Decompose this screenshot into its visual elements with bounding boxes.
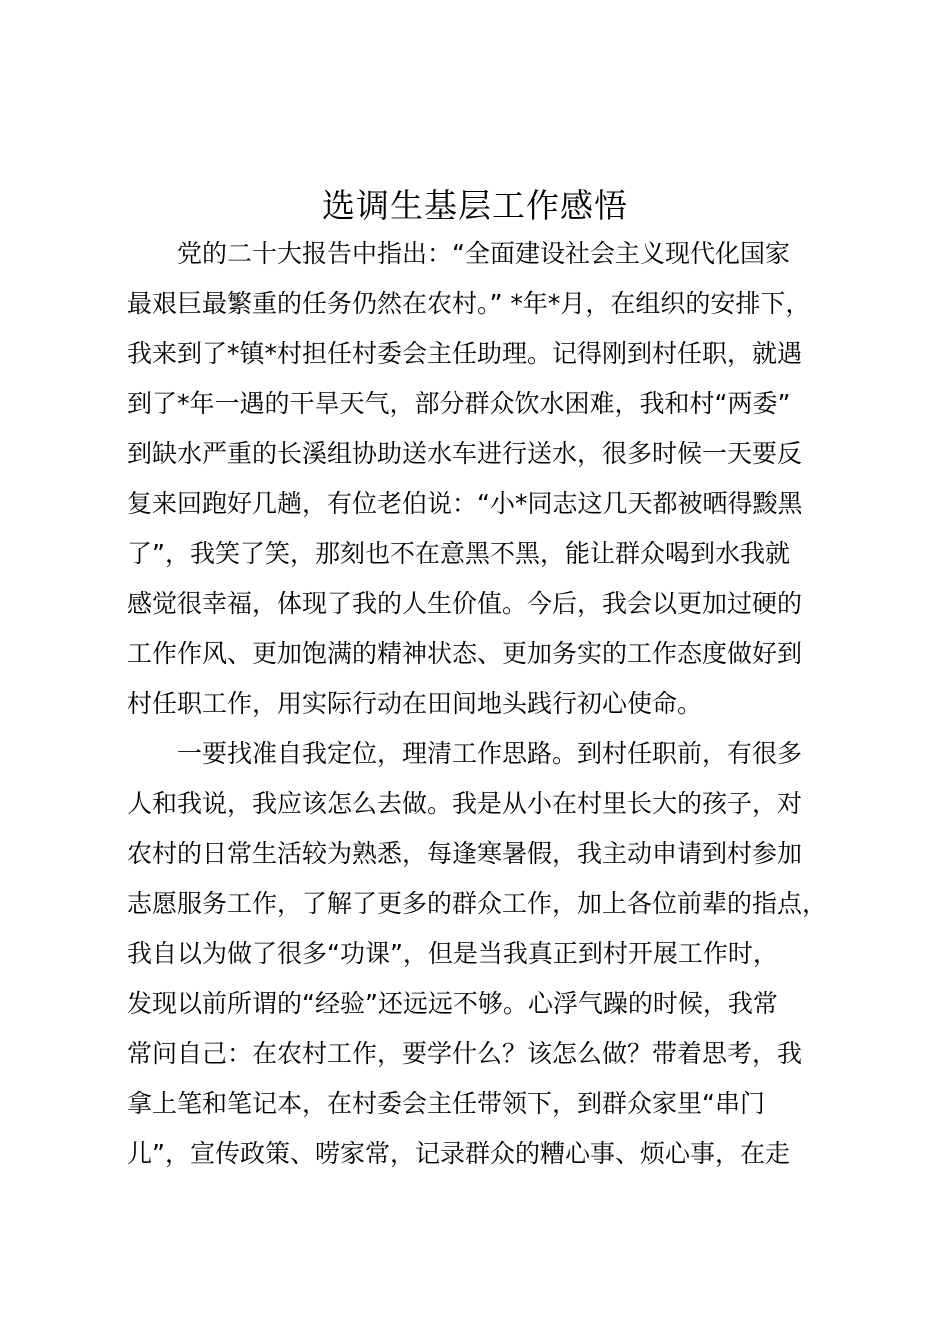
document-body bbox=[127, 229, 857, 1179]
document-title: 选调生基层工作感悟 bbox=[322, 186, 628, 225]
text-line: 村任职工作，用实际行动在田间地头践行初心使命。 bbox=[127, 689, 703, 718]
text-line: 我来到了*镇*村担任村委会主任助理。记得刚到村任职，就遇 bbox=[127, 339, 803, 368]
text-line: 最艰巨最繁重的任务仍然在农村。” *年*月，在组织的安排下， bbox=[127, 289, 811, 318]
text-line: 常问自己：在农村工作，要学什么？该怎么做？带着思考，我 bbox=[127, 1039, 803, 1068]
paragraph-intro bbox=[127, 229, 857, 729]
text-line: 工作作风、更加饱满的精神状态、更加务实的工作态度做好到 bbox=[127, 639, 803, 668]
text-line: 人和我说，我应该怎么去做。我是从小在村里长大的孩子，对 bbox=[127, 789, 803, 818]
text-line: 志愿服务工作，了解了更多的群众工作，加上各位前辈的指点， bbox=[127, 889, 828, 918]
text-line: 到缺水严重的长溪组协助送水车进行送水，很多时候一天要反 bbox=[127, 439, 803, 468]
text-line: 感觉很幸福，体现了我的人生价值。今后，我会以更加过硬的 bbox=[127, 589, 803, 618]
text-line: 到了*年一遇的干旱天气，部分群众饮水困难，我和村“两委” bbox=[127, 389, 791, 418]
text-line: 一要找准自我定位，理清工作思路。到村任职前，有很多 bbox=[177, 739, 803, 768]
text-line: 儿”，宣传政策、唠家常，记录群众的糟心事、烦心事，在走 bbox=[127, 1139, 790, 1168]
text-line: 复来回跑好几趟，有位老伯说：“小*同志这几天都被晒得黢黑 bbox=[127, 489, 803, 518]
text-line: 党的二十大报告中指出：“全面建设社会主义现代化国家 bbox=[177, 239, 790, 268]
text-line: 农村的日常生活较为熟悉，每逢寒暑假，我主动申请到村参加 bbox=[127, 839, 803, 868]
paragraph-section-one bbox=[127, 729, 857, 1179]
text-line: 发现以前所谓的“经验”还远远不够。心浮气躁的时候，我常 bbox=[127, 989, 778, 1018]
text-line: 了”，我笑了笑，那刻也不在意黑不黑，能让群众喝到水我就 bbox=[127, 539, 790, 568]
text-line: 拿上笔和笔记本，在村委会主任带领下，到群众家里“串门 bbox=[127, 1089, 765, 1118]
text-line: 我自以为做了很多“功课”，但是当我真正到村开展工作时， bbox=[127, 939, 778, 968]
